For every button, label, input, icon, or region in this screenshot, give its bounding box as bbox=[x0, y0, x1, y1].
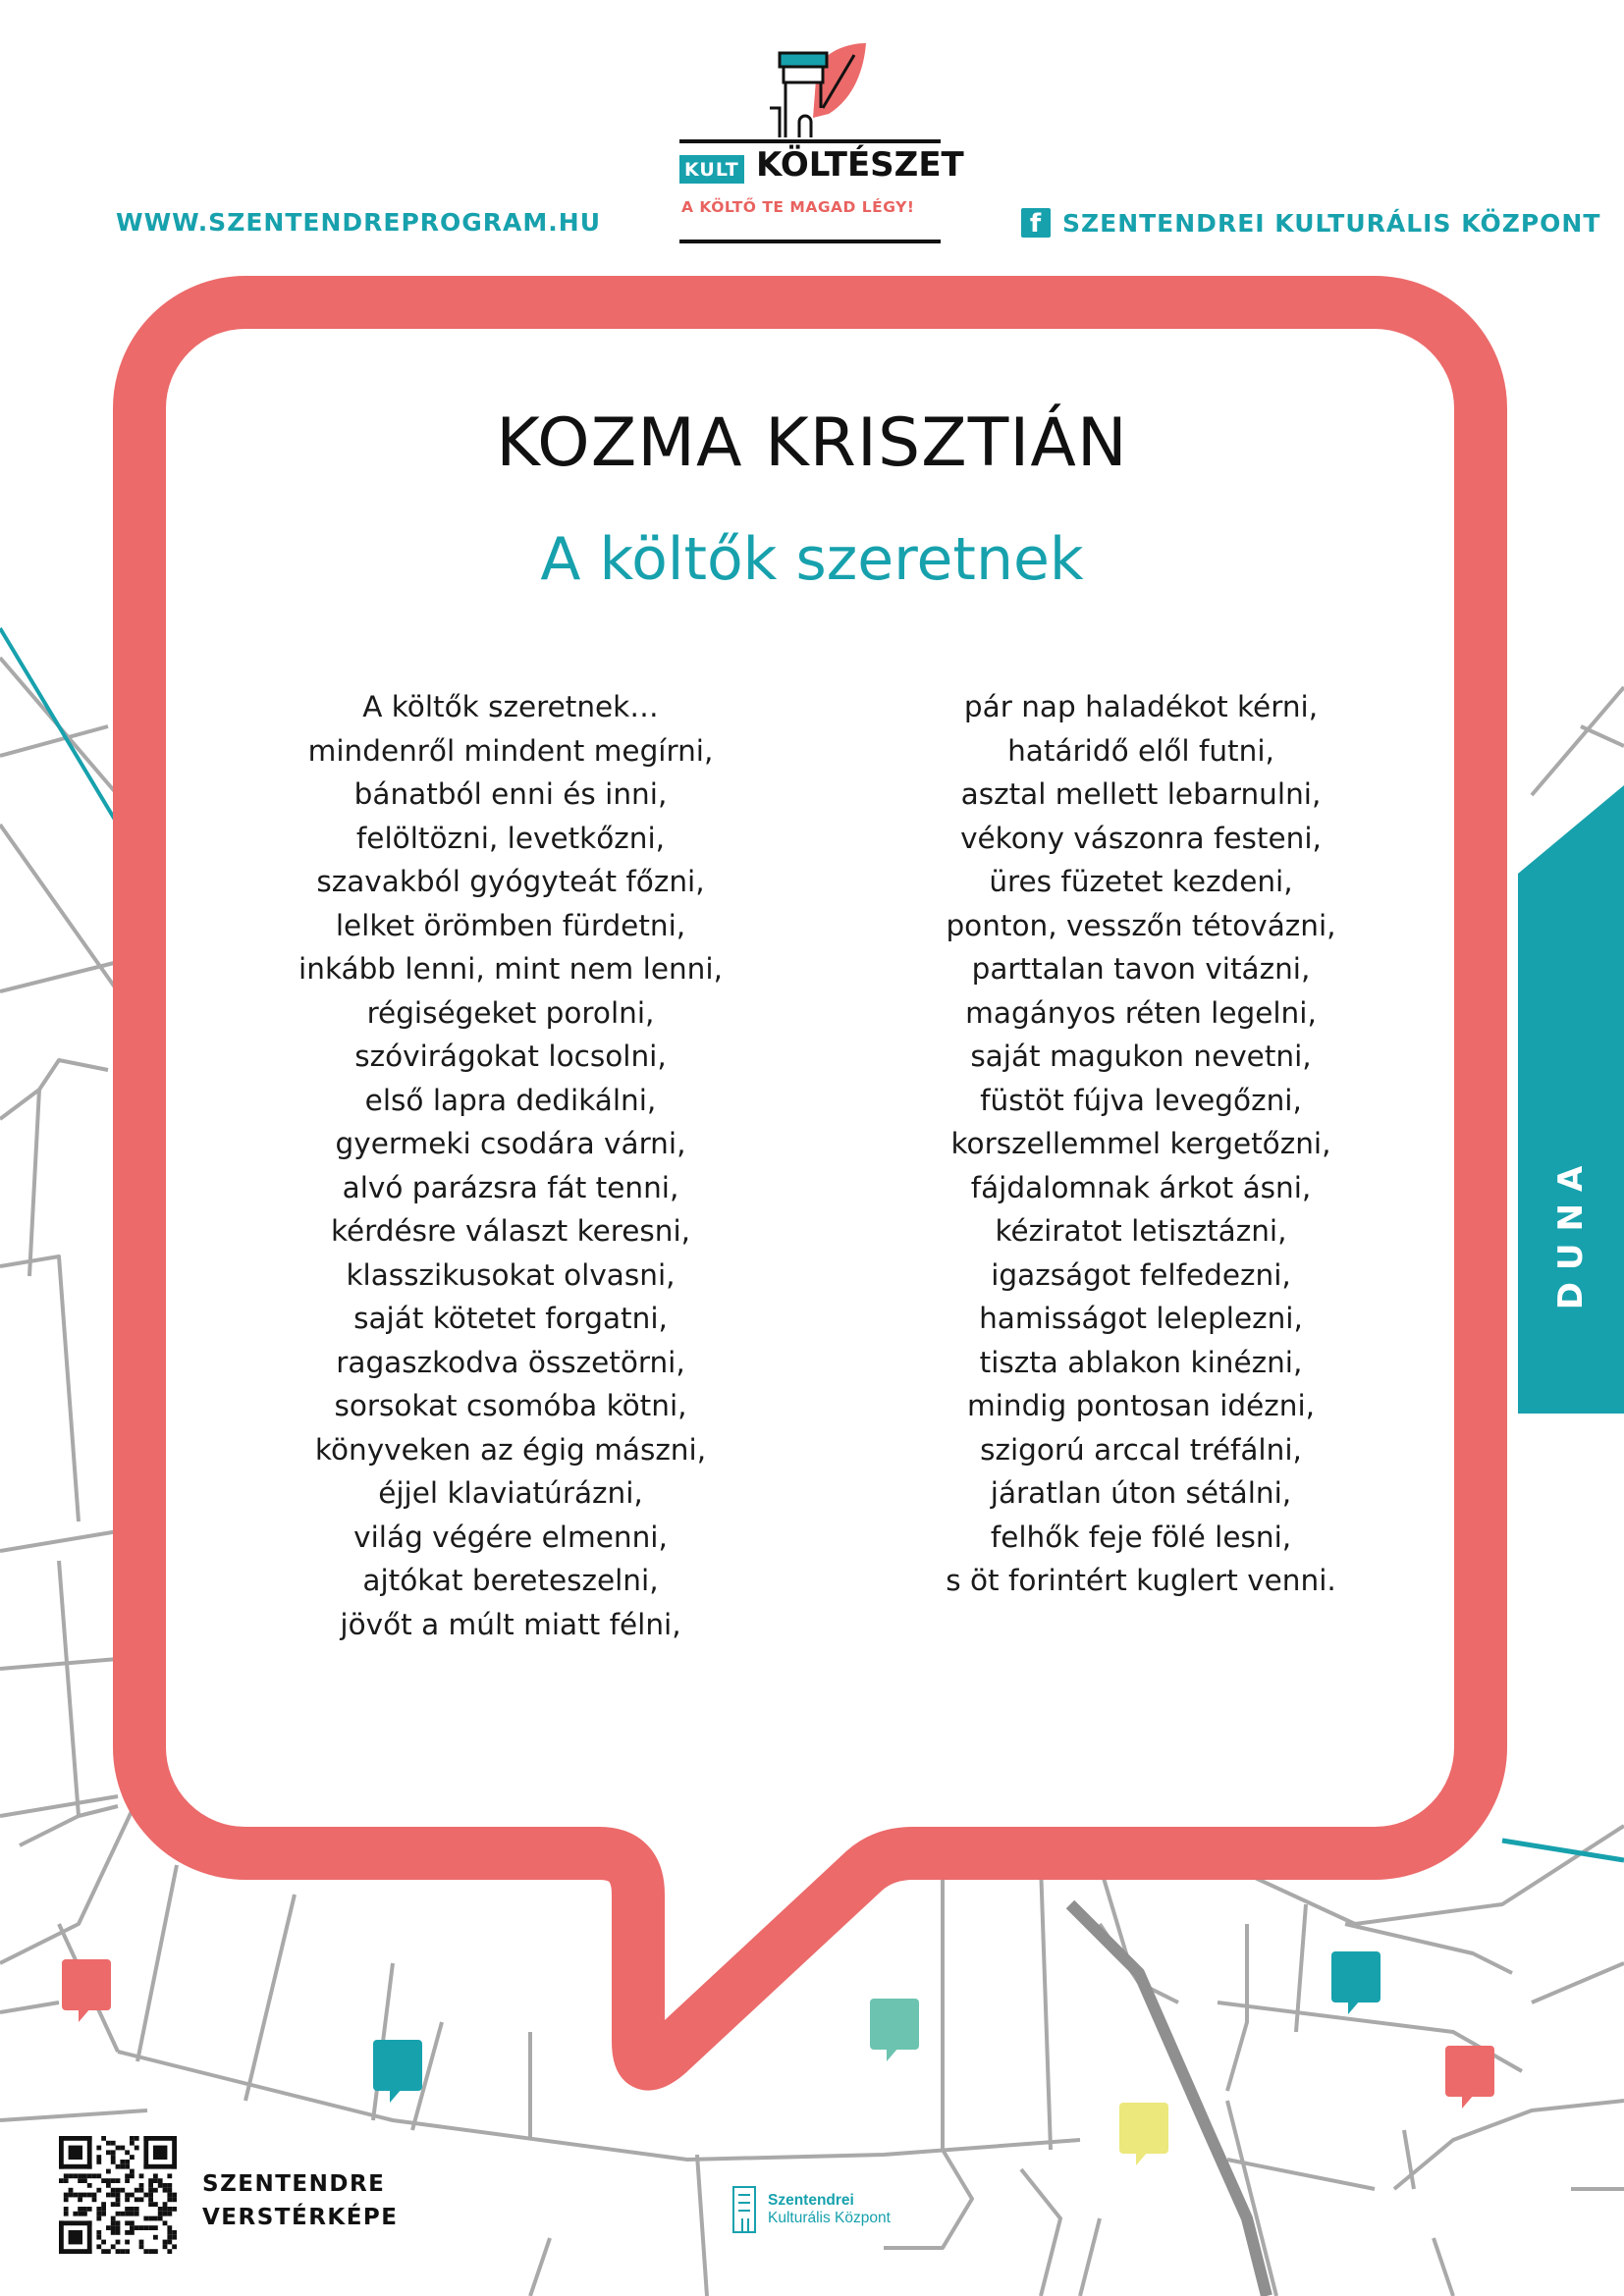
poem-line: felöltözni, levetkőzni, bbox=[355, 821, 666, 855]
poem-line: klasszikusokat olvasni, bbox=[346, 1257, 676, 1292]
poem-line: szavakból gyógyteát főzni, bbox=[316, 865, 705, 898]
poem-title: A költők szeretnek bbox=[540, 525, 1084, 594]
poem-author: KOZMA KRISZTIÁN bbox=[496, 404, 1128, 482]
poem-line: alvó parázsra fát tenni, bbox=[342, 1170, 679, 1204]
qr-code[interactable] bbox=[59, 2136, 177, 2254]
poem-line: magányos réten legelni, bbox=[965, 995, 1317, 1030]
poem-line: asztal mellett lebarnulni, bbox=[960, 777, 1322, 811]
poem-line: bánatból enni és inni, bbox=[353, 777, 668, 811]
logo-rule-top bbox=[679, 139, 941, 143]
map-label-line1: SZENTENDRE bbox=[202, 2171, 386, 2197]
map-label bbox=[202, 2167, 399, 2234]
poem-line: kéziratot letisztázni, bbox=[995, 1214, 1287, 1248]
poem-line: mindenről mindent megírni, bbox=[307, 733, 714, 768]
org-building-icon bbox=[731, 2181, 760, 2238]
logo-rule-bottom bbox=[679, 240, 941, 243]
poem-line: szóvirágokat locsolni, bbox=[354, 1040, 667, 1073]
poem-line: régiségeket porolni, bbox=[366, 995, 655, 1030]
map-marker-red-2 bbox=[1445, 2046, 1494, 2109]
poem-line: hamisságot leleplezni, bbox=[979, 1302, 1303, 1335]
facebook-icon: f bbox=[1021, 208, 1051, 238]
poem-line: jövőt a múlt miatt félni, bbox=[340, 1607, 681, 1641]
poem-line: vékony vászonra festeni, bbox=[960, 821, 1322, 855]
map-label-line2: VERSTÉRKÉPE bbox=[202, 2205, 399, 2230]
river-duna bbox=[1518, 785, 1624, 1414]
org-name-line1: Szentendrei bbox=[768, 2192, 854, 2209]
poem-line: gyermeki csodára várni, bbox=[335, 1127, 686, 1160]
river-label bbox=[1518, 1153, 1624, 1310]
poem-line: kérdésre választ keresni, bbox=[330, 1214, 691, 1248]
poem-line: éjjel klaviatúrázni, bbox=[378, 1476, 643, 1510]
poem-line: mindig pontosan idézni, bbox=[966, 1389, 1316, 1422]
map-marker-teal-2 bbox=[1331, 1951, 1380, 2014]
poem-left-column bbox=[216, 685, 805, 1646]
poem-line: igazságot felfedezni, bbox=[991, 1257, 1291, 1292]
poem-line: sorsokat csomóba kötni, bbox=[334, 1389, 687, 1422]
poem-right-column bbox=[846, 685, 1435, 1603]
poem-line: lelket örömben fürdetni, bbox=[335, 908, 686, 942]
poem-line: világ végére elmenni, bbox=[353, 1520, 668, 1554]
poem-line: saját kötetet forgatni, bbox=[353, 1302, 668, 1335]
logo-wordmark: KÖLTÉSZET bbox=[756, 145, 964, 185]
poem-line: pár nap haladékot kérni, bbox=[963, 690, 1319, 723]
poem-line: szigorú arccal tréfálni, bbox=[980, 1432, 1302, 1467]
logo-tagline: A KÖLTŐ TE MAGAD LÉGY! bbox=[681, 198, 915, 216]
river-label-text: DUNA bbox=[1551, 1153, 1591, 1310]
poem-line: inkább lenni, mint nem lenni, bbox=[298, 952, 723, 986]
poem-line: első lapra dedikálni, bbox=[364, 1083, 657, 1117]
poem-line: üres füzetet kezdeni, bbox=[989, 865, 1293, 898]
quill-tower-icon bbox=[770, 39, 868, 145]
poem-line: ajtókat bereteszelni, bbox=[362, 1564, 659, 1597]
website-link[interactable]: WWW.SZENTENDREPROGRAM.HU bbox=[116, 208, 601, 237]
logo-kult-badge: KULT bbox=[679, 155, 744, 184]
facebook-link[interactable] bbox=[1021, 208, 1600, 238]
poem-line: korszellemmel kergetőzni, bbox=[950, 1127, 1331, 1160]
poem-line: tiszta ablakon kinézni, bbox=[979, 1345, 1303, 1379]
facebook-label: SZENTENDREI KULTURÁLIS KÖZPONT bbox=[1062, 208, 1601, 238]
poem-line: A költők szeretnek… bbox=[362, 690, 659, 723]
poem-line: határidő elől futni, bbox=[1007, 733, 1274, 768]
poem-line: fájdalomnak árkot ásni, bbox=[970, 1170, 1312, 1204]
main-road bbox=[1070, 1904, 1267, 2296]
poem-line: füstöt fújva levegőzni, bbox=[980, 1083, 1302, 1117]
poem-line: s öt forintért kuglert venni. bbox=[946, 1564, 1336, 1597]
poem-line: felhők feje fölé lesni, bbox=[990, 1520, 1292, 1554]
kult-kolteszet-logo bbox=[679, 39, 964, 245]
map-marker-red-1 bbox=[62, 1959, 111, 2022]
poem-line: ponton, vesszőn tétovázni, bbox=[946, 908, 1336, 942]
map-marker-green bbox=[870, 1999, 919, 2061]
river-line-bottom-right bbox=[1502, 1841, 1624, 1860]
poem-line: járatlan úton sétálni, bbox=[990, 1476, 1292, 1510]
organization-logo bbox=[731, 2181, 891, 2238]
poem-line: könyveken az égig mászni, bbox=[314, 1432, 707, 1467]
poem-line: saját magukon nevetni, bbox=[970, 1040, 1312, 1073]
poem-line: parttalan tavon vitázni, bbox=[971, 952, 1311, 986]
map-marker-yellow bbox=[1119, 2103, 1168, 2165]
poem-line: ragaszkodva összetörni, bbox=[336, 1345, 685, 1379]
map-marker-teal-1 bbox=[373, 2040, 422, 2103]
river-line-left bbox=[0, 628, 118, 825]
org-name-line2: Kulturális Központ bbox=[768, 2210, 891, 2226]
